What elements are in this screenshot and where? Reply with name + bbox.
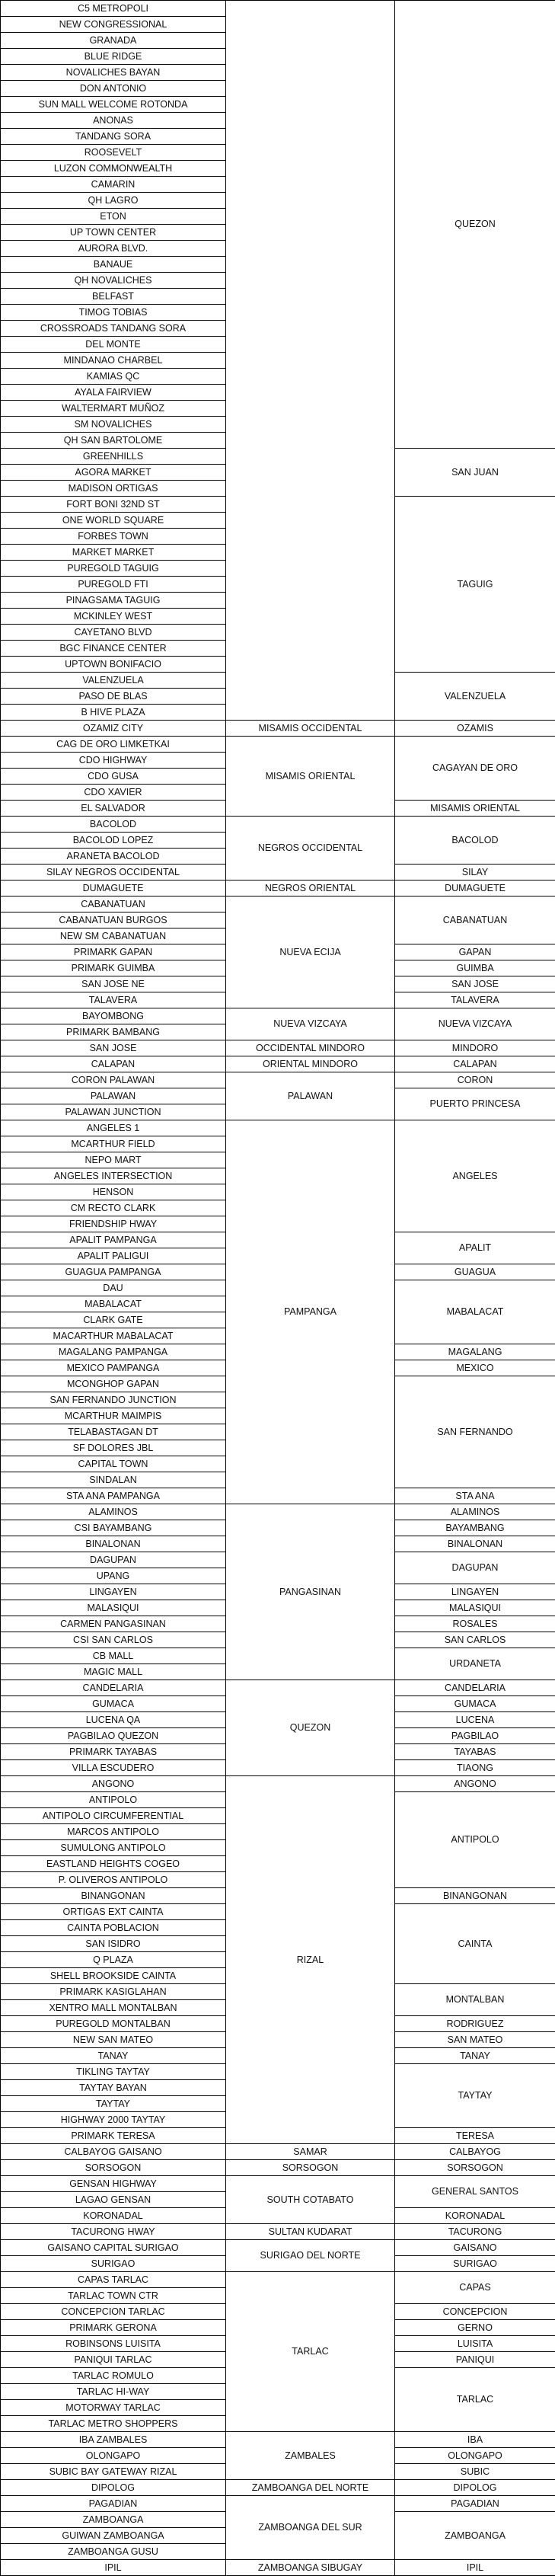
store-name-cell: NOVALICHES BAYAN [1, 65, 226, 81]
store-name-cell: CABANATUAN [1, 896, 226, 912]
province-cell: QUEZON [226, 1680, 395, 1776]
city-cell: CALAPAN [395, 1056, 555, 1072]
store-name-cell: EL SALVADOR [1, 801, 226, 817]
store-name-cell: CDO GUSA [1, 769, 226, 785]
city-cell: ANTIPOLO [395, 1792, 555, 1888]
city-cell: DUMAGUETE [395, 881, 555, 896]
store-name-cell: BACOLOD LOPEZ [1, 833, 226, 849]
province-cell: ZAMBOANGA SIBUGAY [226, 2560, 395, 2576]
store-name-cell: QH LAGRO [1, 193, 226, 209]
store-name-cell: PRIMARK TERESA [1, 2128, 226, 2144]
province-cell [226, 1, 395, 721]
city-cell: STA ANA [395, 1488, 555, 1504]
store-name-cell: NEPO MART [1, 1152, 226, 1168]
store-name-cell: GUIWAN ZAMBOANGA [1, 2528, 226, 2544]
province-cell: ZAMBOANGA DEL SUR [226, 2496, 395, 2560]
store-name-cell: IBA ZAMBALES [1, 2432, 226, 2448]
store-name-cell: UPANG [1, 1568, 226, 1584]
store-name-cell: SUN MALL WELCOME ROTONDA [1, 97, 226, 113]
store-name-cell: NEW SAN MATEO [1, 2032, 226, 2048]
city-cell: NUEVA VIZCAYA [395, 1008, 555, 1040]
table-row [1, 2224, 555, 2240]
city-cell: PAGADIAN [395, 2496, 555, 2512]
store-name-cell: TARLAC HI-WAY [1, 2384, 226, 2400]
store-name-cell: PUREGOLD TAGUIG [1, 561, 226, 577]
store-name-cell: CROSSROADS TANDANG SORA [1, 321, 226, 337]
table-row [1, 1040, 555, 1056]
city-cell: SUBIC [395, 2464, 555, 2480]
store-name-cell: MADISON ORTIGAS [1, 481, 226, 497]
store-name-cell: ZAMBOANGA [1, 2512, 226, 2528]
store-name-cell: CAPAS TARLAC [1, 2272, 226, 2288]
store-name-cell: ARANETA BACOLOD [1, 849, 226, 865]
city-cell: CORON [395, 1072, 555, 1088]
store-name-cell: CAMARIN [1, 177, 226, 193]
city-cell: TAYTAY [395, 2064, 555, 2128]
city-cell: CABANATUAN [395, 896, 555, 944]
store-name-cell: GENSAN HIGHWAY [1, 2176, 226, 2192]
province-cell: ZAMBALES [226, 2432, 395, 2480]
store-name-cell: BANAUE [1, 257, 226, 273]
city-cell: MABALACAT [395, 1280, 555, 1344]
city-cell: CALBAYOG [395, 2144, 555, 2160]
store-name-cell: CABANATUAN BURGOS [1, 912, 226, 928]
store-name-cell: GUMACA [1, 1696, 226, 1712]
city-cell: CAPAS [395, 2272, 555, 2304]
store-name-cell: PUREGOLD MONTALBAN [1, 2016, 226, 2032]
city-cell: QUEZON [395, 1, 555, 449]
store-name-cell: EASTLAND HEIGHTS COGEO [1, 1856, 226, 1872]
store-name-cell: PRIMARK TAYABAS [1, 1744, 226, 1760]
city-cell: IBA [395, 2432, 555, 2448]
city-cell: SORSOGON [395, 2160, 555, 2176]
store-name-cell: CONCEPCION TARLAC [1, 2304, 226, 2320]
city-cell: URDANETA [395, 1648, 555, 1680]
city-cell: BINALONAN [395, 1536, 555, 1552]
store-name-cell: ORTIGAS EXT CAINTA [1, 1904, 226, 1920]
store-name-cell: TANDANG SORA [1, 129, 226, 145]
city-cell: TARLAC [395, 2368, 555, 2432]
store-name-cell: MAGALANG PAMPANGA [1, 1344, 226, 1360]
store-name-cell: CAYETANO BLVD [1, 625, 226, 641]
province-cell: SAMAR [226, 2144, 395, 2160]
store-name-cell: DAU [1, 1280, 226, 1296]
store-name-cell: TALAVERA [1, 992, 226, 1008]
city-cell: MINDORO [395, 1040, 555, 1056]
city-cell: MONTALBAN [395, 1984, 555, 2016]
city-cell: BACOLOD [395, 817, 555, 865]
store-name-cell: MEXICO PAMPANGA [1, 1360, 226, 1376]
city-cell: OZAMIS [395, 721, 555, 737]
store-name-cell: CAG DE ORO LIMKETKAI [1, 737, 226, 753]
city-cell: SAN JUAN [395, 449, 555, 497]
store-name-cell: ONE WORLD SQUARE [1, 513, 226, 529]
city-cell: MAGALANG [395, 1344, 555, 1360]
city-cell: CAINTA [395, 1904, 555, 1984]
city-cell: SAN MATEO [395, 2032, 555, 2048]
store-name-cell: TANAY [1, 2048, 226, 2064]
store-name-cell: MACARTHUR MABALACAT [1, 1328, 226, 1344]
store-name-cell: UP TOWN CENTER [1, 225, 226, 241]
store-name-cell: STA ANA PAMPANGA [1, 1488, 226, 1504]
city-cell: CONCEPCION [395, 2304, 555, 2320]
store-name-cell: CM RECTO CLARK [1, 1200, 226, 1216]
city-cell: DAGUPAN [395, 1552, 555, 1584]
store-name-cell: SM NOVALICHES [1, 417, 226, 433]
store-name-cell: AURORA BLVD. [1, 241, 226, 257]
city-cell: LINGAYEN [395, 1584, 555, 1600]
table-row [1, 881, 555, 896]
city-cell: SAN JOSE [395, 976, 555, 992]
store-name-cell: PRIMARK GUIMBA [1, 960, 226, 976]
store-name-cell: BGC FINANCE CENTER [1, 641, 226, 657]
city-cell: TACURONG [395, 2224, 555, 2240]
store-name-cell: PANIQUI TARLAC [1, 2352, 226, 2368]
store-name-cell: OLONGAPO [1, 2448, 226, 2464]
table-row [1, 2144, 555, 2160]
province-cell: ZAMBOANGA DEL NORTE [226, 2480, 395, 2496]
city-cell: SAN CARLOS [395, 1632, 555, 1648]
store-name-cell: PUREGOLD FTI [1, 577, 226, 593]
city-cell: GUIMBA [395, 960, 555, 976]
province-cell: NUEVA VIZCAYA [226, 1008, 395, 1040]
city-cell: ROSALES [395, 1616, 555, 1632]
store-name-cell: GRANADA [1, 33, 226, 49]
store-name-cell: BAYOMBONG [1, 1008, 226, 1024]
store-name-cell: AGORA MARKET [1, 465, 226, 481]
store-name-cell: CARMEN PANGASINAN [1, 1616, 226, 1632]
store-name-cell: ANGONO [1, 1776, 226, 1792]
store-name-cell: CANDELARIA [1, 1680, 226, 1696]
store-name-cell: TARLAC TOWN CTR [1, 2288, 226, 2304]
store-name-cell: MCARTHUR MAIMPIS [1, 1408, 226, 1424]
table-row [1, 1008, 555, 1024]
store-name-cell: BLUE RIDGE [1, 49, 226, 65]
city-cell: GENERAL SANTOS [395, 2176, 555, 2208]
city-cell: GAISANO [395, 2240, 555, 2256]
city-cell: TERESA [395, 2128, 555, 2144]
store-name-cell: TACURONG HWAY [1, 2224, 226, 2240]
city-cell: SURIGAO [395, 2256, 555, 2272]
city-cell: MEXICO [395, 1360, 555, 1376]
store-name-cell: SUBIC BAY GATEWAY RIZAL [1, 2464, 226, 2480]
table-row [1, 817, 555, 833]
city-cell: PUERTO PRINCESA [395, 1088, 555, 1120]
store-name-cell: DEL MONTE [1, 337, 226, 353]
table-row [1, 1776, 555, 1792]
store-name-cell: ETON [1, 209, 226, 225]
city-cell: APALIT [395, 1232, 555, 1264]
city-cell: OLONGAPO [395, 2448, 555, 2464]
city-cell: TAGUIG [395, 497, 555, 673]
table-row [1, 1680, 555, 1696]
store-name-cell: BINANGONAN [1, 1888, 226, 1904]
store-name-cell: KAMIAS QC [1, 369, 226, 385]
city-cell: PAGBILAO [395, 1728, 555, 1744]
store-name-cell: WALTERMART MUÑOZ [1, 401, 226, 417]
store-name-cell: SAN JOSE [1, 1040, 226, 1056]
store-name-cell: PRIMARK KASIGLAHAN [1, 1984, 226, 2000]
province-cell: SOUTH COTABATO [226, 2176, 395, 2224]
city-cell: TAYABAS [395, 1744, 555, 1760]
city-cell: ALAMINOS [395, 1504, 555, 1520]
city-cell: DIPOLOG [395, 2480, 555, 2496]
store-name-cell: CSI SAN CARLOS [1, 1632, 226, 1648]
table-row [1, 721, 555, 737]
table-row [1, 1504, 555, 1520]
store-name-cell: SAN JOSE NE [1, 976, 226, 992]
province-cell: ORIENTAL MINDORO [226, 1056, 395, 1072]
province-cell: PANGASINAN [226, 1504, 395, 1680]
store-name-cell: CORON PALAWAN [1, 1072, 226, 1088]
store-name-cell: ANGELES INTERSECTION [1, 1168, 226, 1184]
store-name-cell: ANGELES 1 [1, 1120, 226, 1136]
store-name-cell: CSI BAYAMBANG [1, 1520, 226, 1536]
store-name-cell: NEW CONGRESSIONAL [1, 17, 226, 33]
store-name-cell: PRIMARK GERONA [1, 2320, 226, 2336]
store-name-cell: SILAY NEGROS OCCIDENTAL [1, 865, 226, 881]
province-cell: SORSOGON [226, 2160, 395, 2176]
store-name-cell: MARCOS ANTIPOLO [1, 1824, 226, 1840]
city-cell: SAN FERNANDO [395, 1376, 555, 1488]
table-row [1, 1, 555, 17]
store-name-cell: SF DOLORES JBL [1, 1440, 226, 1456]
city-cell: BINANGONAN [395, 1888, 555, 1904]
city-cell: MISAMIS ORIENTAL [395, 801, 555, 817]
store-name-cell: PRIMARK BAMBANG [1, 1024, 226, 1040]
province-cell: RIZAL [226, 1776, 395, 2144]
province-cell: PALAWAN [226, 1072, 395, 1120]
store-name-cell: QH NOVALICHES [1, 273, 226, 289]
city-cell: ZAMBOANGA [395, 2512, 555, 2560]
table-row [1, 896, 555, 912]
store-name-cell: MCKINLEY WEST [1, 609, 226, 625]
city-cell: GERNO [395, 2320, 555, 2336]
province-cell: NEGROS ORIENTAL [226, 881, 395, 896]
store-name-cell: LUCENA QA [1, 1712, 226, 1728]
store-name-cell: SURIGAO [1, 2256, 226, 2272]
city-cell: CAGAYAN DE ORO [395, 737, 555, 801]
store-name-cell: CLARK GATE [1, 1312, 226, 1328]
store-name-cell: TIMOG TOBIAS [1, 305, 226, 321]
store-name-cell: B HIVE PLAZA [1, 705, 226, 721]
store-name-cell: LUZON COMMONWEALTH [1, 161, 226, 177]
city-cell: MALASIQUI [395, 1600, 555, 1616]
store-name-cell: ALAMINOS [1, 1504, 226, 1520]
province-cell: SURIGAO DEL NORTE [226, 2240, 395, 2272]
city-cell: ANGELES [395, 1120, 555, 1232]
province-cell: NEGROS OCCIDENTAL [226, 817, 395, 881]
table-row [1, 2160, 555, 2176]
table-row [1, 2480, 555, 2496]
table-row [1, 2240, 555, 2256]
city-cell: GUAGUA [395, 1264, 555, 1280]
province-cell: MISAMIS ORIENTAL [226, 737, 395, 817]
store-name-cell: TARLAC ROMULO [1, 2368, 226, 2384]
city-cell: CANDELARIA [395, 1680, 555, 1696]
city-cell: GUMACA [395, 1696, 555, 1712]
store-name-cell: MAGIC MALL [1, 1664, 226, 1680]
store-name-cell: DIPOLOG [1, 2480, 226, 2496]
store-name-cell: IPIL [1, 2560, 226, 2576]
store-name-cell: XENTRO MALL MONTALBAN [1, 2000, 226, 2016]
province-cell: MISAMIS OCCIDENTAL [226, 721, 395, 737]
store-name-cell: TAYTAY BAYAN [1, 2080, 226, 2096]
store-name-cell: LAGAO GENSAN [1, 2192, 226, 2208]
store-name-cell: LINGAYEN [1, 1584, 226, 1600]
table-row [1, 2432, 555, 2448]
store-name-cell: ROBINSONS LUISITA [1, 2336, 226, 2352]
table-row [1, 1120, 555, 1136]
store-name-cell: CB MALL [1, 1648, 226, 1664]
store-name-cell: TELABASTAGAN DT [1, 1424, 226, 1440]
store-name-cell: UPTOWN BONIFACIO [1, 657, 226, 673]
store-name-cell: VILLA ESCUDERO [1, 1760, 226, 1776]
table-row [1, 1072, 555, 1088]
store-name-cell: DUMAGUETE [1, 881, 226, 896]
store-name-cell: SINDALAN [1, 1472, 226, 1488]
store-name-cell: MCONGHOP GAPAN [1, 1376, 226, 1392]
store-name-cell: BINALONAN [1, 1536, 226, 1552]
store-name-cell: NEW SM CABANATUAN [1, 928, 226, 944]
table-row [1, 2496, 555, 2512]
city-cell: TANAY [395, 2048, 555, 2064]
store-name-cell: PRIMARK GAPAN [1, 944, 226, 960]
store-name-cell: DAGUPAN [1, 1552, 226, 1568]
store-name-cell: MABALACAT [1, 1296, 226, 1312]
store-name-cell: ANONAS [1, 113, 226, 129]
table-row [1, 737, 555, 753]
store-name-cell: PALAWAN JUNCTION [1, 1104, 226, 1120]
store-name-cell: APALIT PAMPANGA [1, 1232, 226, 1248]
store-name-cell: SAN ISIDRO [1, 1936, 226, 1952]
store-name-cell: GUAGUA PAMPANGA [1, 1264, 226, 1280]
store-name-cell: OZAMIZ CITY [1, 721, 226, 737]
store-name-cell: TIKLING TAYTAY [1, 2064, 226, 2080]
city-cell: TALAVERA [395, 992, 555, 1008]
province-cell: SULTAN KUDARAT [226, 2224, 395, 2240]
store-name-cell: MOTORWAY TARLAC [1, 2400, 226, 2416]
city-cell: IPIL [395, 2560, 555, 2576]
store-name-cell: MALASIQUI [1, 1600, 226, 1616]
store-name-cell: CALBAYOG GAISANO [1, 2144, 226, 2160]
store-name-cell: PAGBILAO QUEZON [1, 1728, 226, 1744]
table-row [1, 2272, 555, 2288]
store-name-cell: ROOSEVELT [1, 145, 226, 161]
city-cell: BAYAMBANG [395, 1520, 555, 1536]
store-name-cell: MCARTHUR FIELD [1, 1136, 226, 1152]
table-row [1, 1056, 555, 1072]
city-cell: VALENZUELA [395, 673, 555, 721]
store-name-cell: CDO XAVIER [1, 785, 226, 801]
city-cell: ANGONO [395, 1776, 555, 1792]
store-name-cell: SUMULONG ANTIPOLO [1, 1840, 226, 1856]
table-row [1, 2176, 555, 2192]
store-name-cell: PINAGSAMA TAGUIG [1, 593, 226, 609]
store-name-cell: BACOLOD [1, 817, 226, 833]
store-name-cell: MINDANAO CHARBEL [1, 353, 226, 369]
store-location-table-body [1, 1, 555, 2576]
store-name-cell: SAN FERNANDO JUNCTION [1, 1392, 226, 1408]
store-name-cell: ANTIPOLO CIRCUMFERENTIAL [1, 1808, 226, 1824]
table-row [1, 2560, 555, 2576]
store-name-cell: PAGADIAN [1, 2496, 226, 2512]
city-cell: KORONADAL [395, 2208, 555, 2224]
store-name-cell: QH SAN BARTOLOME [1, 433, 226, 449]
province-cell: PAMPANGA [226, 1120, 395, 1504]
province-cell: NUEVA ECIJA [226, 896, 395, 1008]
city-cell: GAPAN [395, 944, 555, 960]
store-name-cell: C5 METROPOLI [1, 1, 226, 17]
city-cell: PANIQUI [395, 2352, 555, 2368]
store-name-cell: Q PLAZA [1, 1952, 226, 1968]
store-name-cell: FORBES TOWN [1, 529, 226, 545]
store-name-cell: TARLAC METRO SHOPPERS [1, 2416, 226, 2432]
store-name-cell: CAINTA POBLACION [1, 1920, 226, 1936]
store-name-cell: KORONADAL [1, 2208, 226, 2224]
city-cell: LUISITA [395, 2336, 555, 2352]
store-name-cell: FRIENDSHIP HWAY [1, 1216, 226, 1232]
province-cell: OCCIDENTAL MINDORO [226, 1040, 395, 1056]
province-cell: TARLAC [226, 2272, 395, 2432]
store-name-cell: PALAWAN [1, 1088, 226, 1104]
store-name-cell: CALAPAN [1, 1056, 226, 1072]
store-name-cell: CDO HIGHWAY [1, 753, 226, 769]
city-cell: SILAY [395, 865, 555, 881]
store-name-cell: VALENZUELA [1, 673, 226, 689]
store-name-cell: PASO DE BLAS [1, 689, 226, 705]
store-name-cell: HIGHWAY 2000 TAYTAY [1, 2112, 226, 2128]
store-name-cell: FORT BONI 32ND ST [1, 497, 226, 513]
store-name-cell: APALIT PALIGUI [1, 1248, 226, 1264]
store-name-cell: GREENHILLS [1, 449, 226, 465]
store-name-cell: GAISANO CAPITAL SURIGAO [1, 2240, 226, 2256]
city-cell: TIAONG [395, 1760, 555, 1776]
store-name-cell: CAPITAL TOWN [1, 1456, 226, 1472]
store-name-cell: HENSON [1, 1184, 226, 1200]
store-name-cell: BELFAST [1, 289, 226, 305]
store-name-cell: DON ANTONIO [1, 81, 226, 97]
store-name-cell: SORSOGON [1, 2160, 226, 2176]
store-name-cell: TAYTAY [1, 2096, 226, 2112]
store-name-cell: ANTIPOLO [1, 1792, 226, 1808]
store-name-cell: P. OLIVEROS ANTIPOLO [1, 1872, 226, 1888]
store-name-cell: SHELL BROOKSIDE CAINTA [1, 1968, 226, 1984]
store-name-cell: MARKET MARKET [1, 545, 226, 561]
city-cell: LUCENA [395, 1712, 555, 1728]
store-name-cell: ZAMBOANGA GUSU [1, 2544, 226, 2560]
city-cell: RODRIGUEZ [395, 2016, 555, 2032]
store-name-cell: AYALA FAIRVIEW [1, 385, 226, 401]
